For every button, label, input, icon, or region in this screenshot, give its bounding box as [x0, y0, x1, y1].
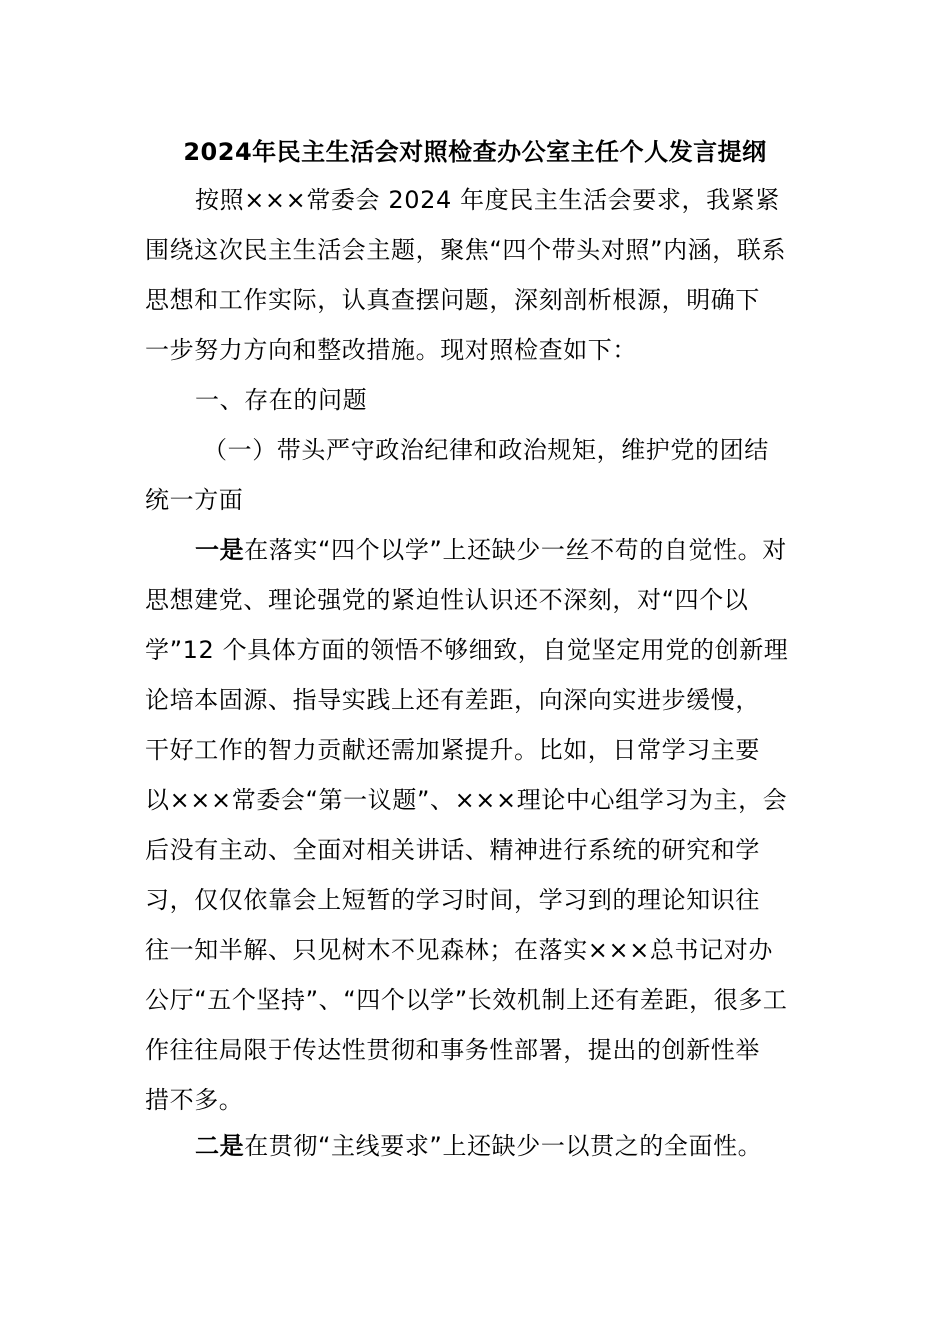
item-paragraph-2: [145, 1121, 807, 1171]
item-line: 干好工作的智力贡献还需加紧提升。比如，日常学习主要: [145, 736, 760, 764]
subsection-heading: [145, 425, 807, 525]
item-line: 公厅“五个坚持”、“四个以学”长效机制上还有差距，很多工: [145, 986, 788, 1014]
section-heading: [145, 375, 807, 425]
intro-line: 思想和工作实际，认真查摆问题，深刻剖析根源，明确下: [145, 286, 760, 314]
item-line: 作往往局限于传达性贯彻和事务性部署，提出的创新性举: [145, 1036, 760, 1064]
item-lead: 一是: [195, 536, 245, 564]
item-line: 习，仅仅依靠会上短暂的学习时间，学习到的理论知识往: [145, 886, 760, 914]
subsection-heading-line: 统一方面: [145, 486, 244, 514]
item-first-line-text: 在贯彻“主线要求”上还缺少一以贯之的全面性。: [244, 1132, 763, 1160]
item-first-line: [145, 525, 807, 575]
item-first-line: [145, 1121, 807, 1171]
item-line: 论培本固源、指导实践上还有差距，向深向实进步缓慢，: [145, 686, 760, 714]
intro-paragraph: [145, 175, 807, 375]
subsection-heading-line: （一）带头严守政治纪律和政治规矩，维护党的团结: [203, 436, 769, 464]
section-heading-text: 一、存在的问题: [195, 386, 368, 414]
item-line: 思想建党、理论强党的紧迫性认识还不深刻，对“四个以: [145, 586, 749, 614]
item-line: 往一知半解、只见树木不见森林；在落实×××总书记对办: [145, 936, 773, 964]
item-line: 以×××常委会“第一议题”、×××理论中心组学习为主，会: [145, 786, 788, 814]
item-line: 后没有主动、全面对相关讲话、精神进行系统的研究和学: [145, 836, 760, 864]
item-line: 学”12 个具体方面的领悟不够细致，自觉坚定用党的创新理: [145, 636, 789, 664]
item-paragraph-1: [145, 525, 807, 1125]
intro-line: 一步努力方向和整改措施。现对照检查如下：: [145, 336, 637, 364]
intro-line: 围绕这次民主生活会主题，聚焦“四个带头对照”内涵，联系: [145, 236, 787, 264]
intro-line: 按照×××常委会 2024 年度民主生活会要求，我紧紧: [195, 186, 780, 214]
item-lead: 二是: [195, 1132, 245, 1160]
item-first-line-text: 在落实“四个以学”上还缺少一丝不苟的自觉性。对: [244, 536, 787, 564]
item-line: 措不多。: [145, 1086, 244, 1114]
document-title: 2024年民主生活会对照检查办公室主任个人发言提纲: [183, 138, 767, 166]
